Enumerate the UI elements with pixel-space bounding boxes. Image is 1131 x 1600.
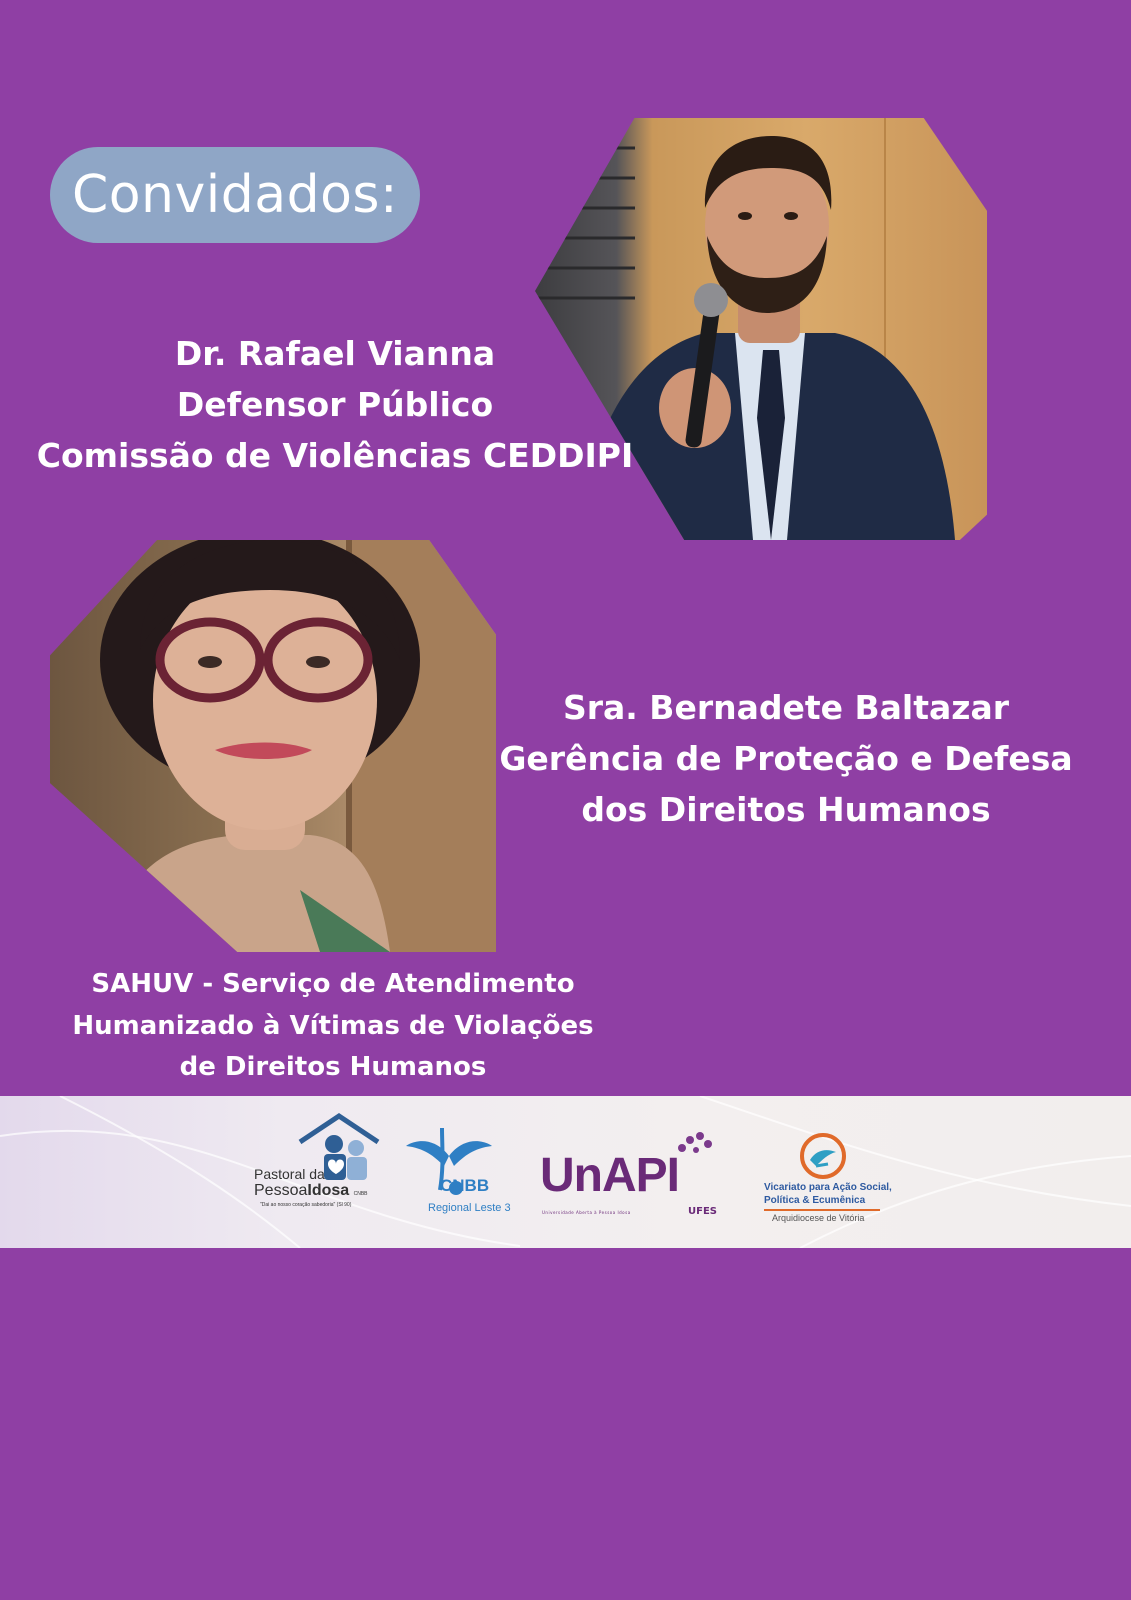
speaker-rafael-info (20, 328, 650, 481)
heading-pill (50, 147, 420, 243)
logo-pastoral-pessoa-idosa (254, 1112, 384, 1222)
pastoral-line2b: Idosa (307, 1182, 350, 1199)
vicariato-line1: Vicariato para Ação Social, (764, 1182, 892, 1193)
speaker-rafael-affiliation: Comissão de Violências CEDDIPI (36, 436, 634, 476)
vicariato-dove-icon (798, 1132, 848, 1180)
pastoral-cnbb-small: CNBB (353, 1191, 368, 1197)
unapi-ufes: UFES (688, 1206, 717, 1217)
speaker-bernadete-role: Gerência de Proteção e Defesa (499, 739, 1073, 779)
sahuv-line-2: Humanizado à Vítimas de Violações (72, 1010, 594, 1041)
logo-cnbb (404, 1126, 514, 1226)
logo-vicariato (760, 1132, 890, 1232)
speaker-bernadete-role-cont: dos Direitos Humanos (581, 790, 991, 830)
cnbb-name: CNBB (440, 1176, 490, 1195)
sahuv-line-3: de Direitos Humanos (179, 1052, 487, 1083)
sponsor-logo-band (0, 1096, 1131, 1248)
sahuv-line-1: SAHUV - Serviço de Atendimento (91, 969, 575, 999)
unapi-name: UnAPI (540, 1149, 679, 1202)
pastoral-line1: Pastoral da (254, 1166, 325, 1182)
speaker-photo-bernadete-illustration (50, 540, 496, 952)
sahuv-info (48, 964, 618, 1089)
speaker-bernadete-info (486, 682, 1086, 835)
speaker-rafael-role: Defensor Público (176, 385, 494, 425)
speaker-photo-bernadete (50, 540, 496, 952)
pastoral-line2a: Pessoa (254, 1182, 308, 1199)
vicariato-line3: Arquidiocese de Vitória (772, 1213, 865, 1223)
unapi-subtitle: Universidade Aberta à Pessoa Idosa (542, 1210, 631, 1215)
vicariato-divider (764, 1209, 880, 1211)
vicariato-line2: Política & Ecumênica (764, 1195, 866, 1206)
speaker-rafael-name: Dr. Rafael Vianna (174, 334, 496, 373)
page-title: Convidados: (71, 165, 399, 225)
cnbb-region: Regional Leste 3 (428, 1202, 511, 1214)
pastoral-motto: "Dai ao nosso coração sabedoria" (Sl 90) (260, 1202, 352, 1208)
logo-unapi (540, 1126, 720, 1226)
speaker-bernadete-name: Sra. Bernadete Baltazar (562, 688, 1010, 727)
